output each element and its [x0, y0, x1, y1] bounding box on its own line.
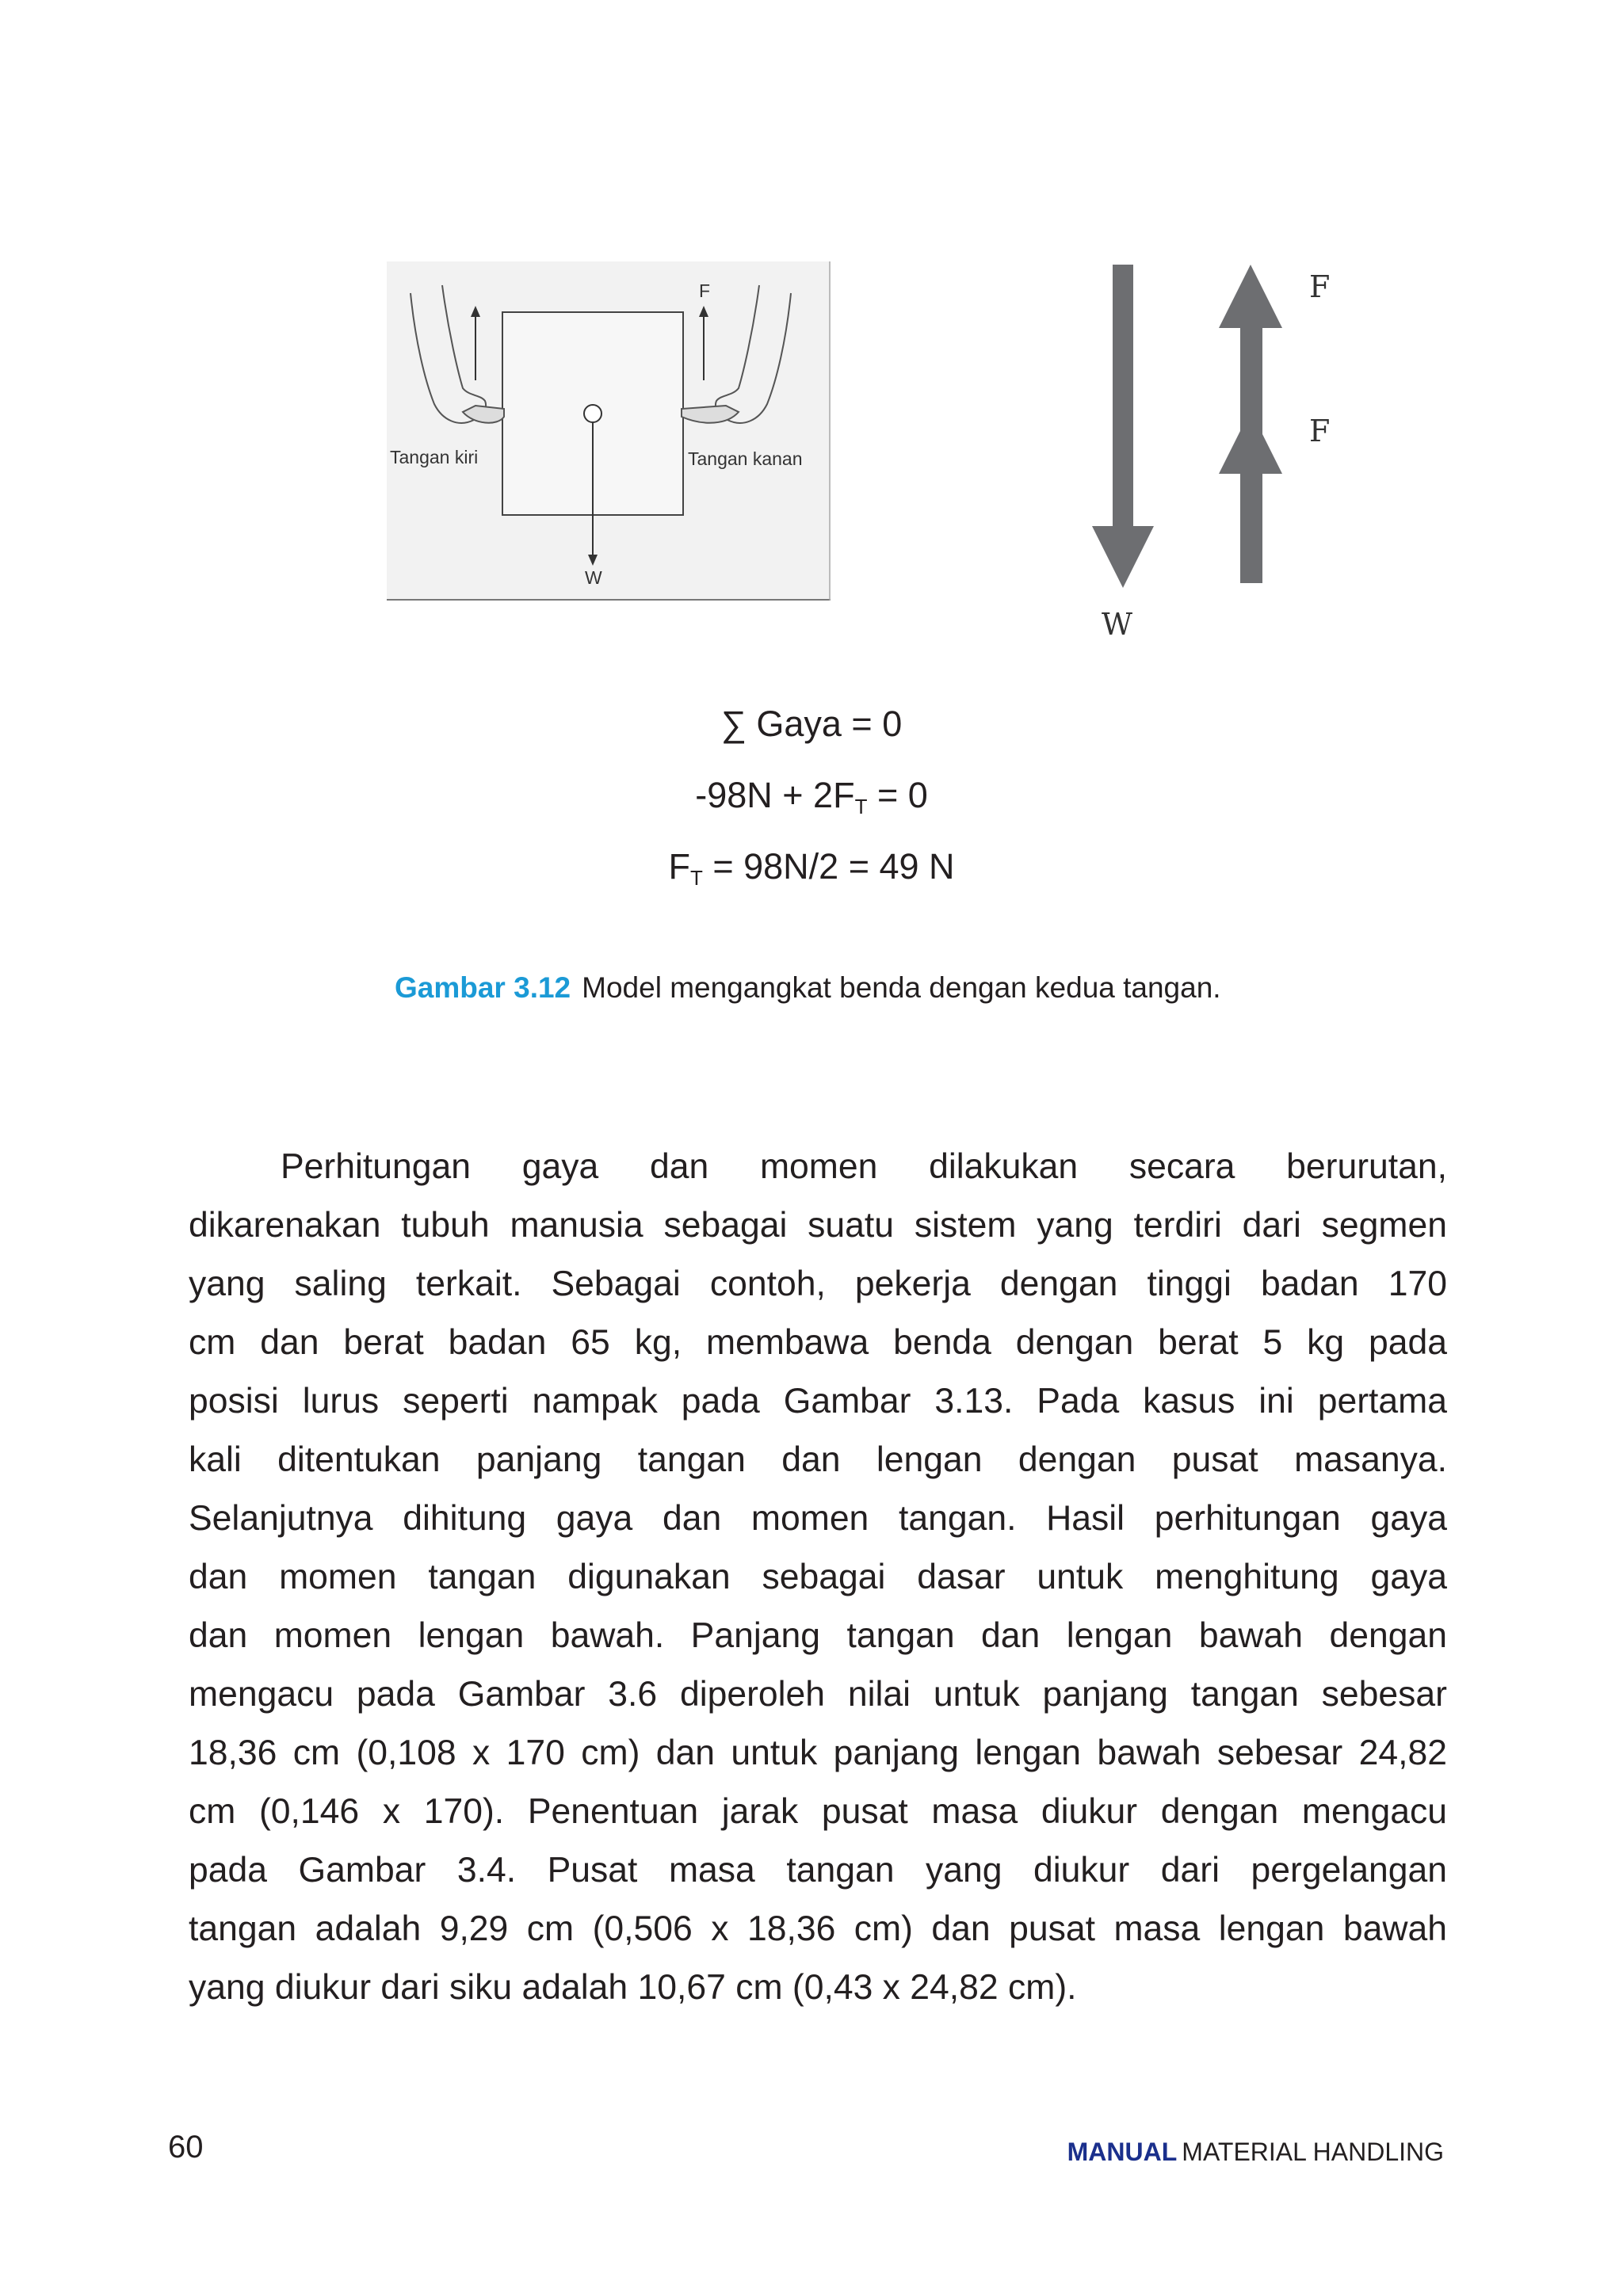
equation-line-2-subscript: T: [854, 795, 868, 818]
equation-line-1: ∑ Gaya = 0: [720, 704, 903, 744]
footer-title-bold: MANUAL: [1067, 2138, 1178, 2166]
caption-number: Gambar 3.12: [395, 971, 571, 1004]
force-up-arrow-head-top: [1219, 265, 1282, 328]
body-line: dikarenakan tubuh manusia sebagai suatu sistem yang terdiri dari segmen: [189, 1206, 1447, 1245]
force-diagram: [1078, 252, 1347, 648]
weight-down-arrow-shaft: [1113, 265, 1133, 534]
caption-text: Model mengangkat benda dengan kedua tangan.: [582, 971, 1221, 1004]
force-diagram-svg: [1078, 252, 1347, 648]
footer-title-rest: MATERIAL HANDLING: [1182, 2138, 1444, 2166]
body-paragraph: [189, 1138, 1447, 2017]
body-line: cm (0,146 x 170). Penentuan jarak pusat masa diukur dengan mengacu: [189, 1792, 1447, 1831]
lifting-illustration-svg: [387, 261, 831, 601]
force-label-f-top: F: [1309, 269, 1331, 304]
weight-label-small: W: [585, 567, 602, 588]
right-hand-label: Tangan kanan: [688, 448, 803, 469]
body-line: pada Gambar 3.4. Pusat masa tangan yang diukur dari pergelangan: [189, 1851, 1447, 1890]
force-up-arrow-head-bottom: [1219, 410, 1282, 474]
body-line: tangan adalah 9,29 cm (0,506 x 18,36 cm) dan pusat masa lengan bawah: [189, 1909, 1447, 1948]
equation-line-2-suffix: = 0: [867, 775, 928, 815]
body-line: dan momen tangan digunakan sebagai dasar untuk menghitung gaya: [189, 1558, 1447, 1596]
force-up-arrow-shaft-bottom: [1240, 472, 1262, 583]
equation-line-2-prefix: -98N + 2F: [695, 775, 855, 815]
force-label-top: F: [699, 280, 711, 301]
equation-line-3-suffix: = 98N/2 = 49 N: [702, 846, 955, 887]
footer-book-title: [1067, 2138, 1444, 2167]
body-line: yang diukur dari siku adalah 10,67 cm (0,43 x 24,82 cm).: [189, 1968, 1077, 2007]
body-line: Perhitungan gaya dan momen dilakukan secara berurutan,: [281, 1147, 1447, 1186]
page-number: 60: [168, 2130, 204, 2164]
equation-force-balance: [0, 775, 1623, 819]
lifting-illustration: [387, 261, 831, 601]
equation-force-result: [0, 846, 1623, 891]
force-label-f-mid: F: [1309, 414, 1331, 448]
body-line: cm dan berat badan 65 kg, membawa benda dengan berat 5 kg pada: [189, 1323, 1447, 1362]
weight-label-w: W: [1102, 607, 1133, 642]
body-line: yang saling terkait. Sebagai contoh, pekerja dengan tinggi badan 170: [189, 1264, 1447, 1303]
center-of-mass-circle: [584, 405, 601, 422]
equation-line-3-subscript: T: [689, 866, 703, 890]
equation-line-3-prefix: F: [668, 846, 690, 887]
body-line: mengacu pada Gambar 3.6 diperoleh nilai untuk panjang tangan sebesar: [189, 1675, 1447, 1714]
left-hand-label: Tangan kiri: [390, 447, 479, 467]
body-line: Selanjutnya dihitung gaya dan momen tangan. Hasil perhitungan gaya: [189, 1499, 1447, 1538]
weight-down-arrow-head: [1092, 526, 1154, 588]
figure-caption: [395, 971, 1221, 1005]
body-line: posisi lurus seperti nampak pada Gambar 3.13. Pada kasus ini pertama: [189, 1382, 1447, 1421]
body-line: 18,36 cm (0,108 x 170 cm) dan untuk panjang lengan bawah sebesar 24,82: [189, 1733, 1447, 1772]
body-line: dan momen lengan bawah. Panjang tangan dan lengan bawah dengan: [189, 1616, 1447, 1655]
equation-sum-forces: [0, 704, 1623, 745]
body-line: kali ditentukan panjang tangan dan lengan dengan pusat masanya.: [189, 1440, 1447, 1479]
